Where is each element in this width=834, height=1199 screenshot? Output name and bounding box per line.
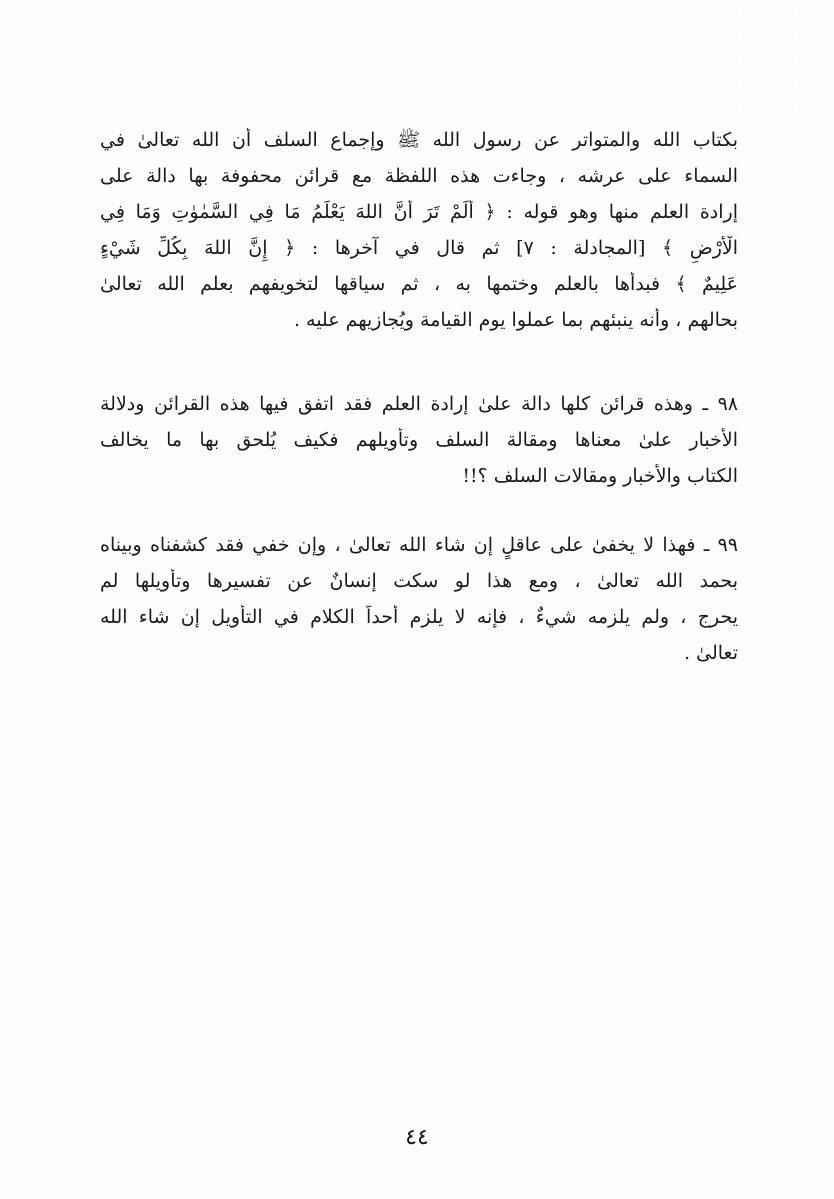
paragraph-main-line-4: الْأَرْضِ ﴾ [المجادلة : ٧] ثم قال في آخرها : ﴿ إِنَّ اللهَ بِكُلِّ شَيْءٍ	[100, 237, 738, 259]
paragraph-98-line-3: الكتاب والأخبار ومقالات السلف ؟!!	[462, 465, 738, 487]
paragraph-main	[100, 128, 738, 344]
paragraph-main-line-6: بحالهم ، وأنه ينبئهم بما عملوا يوم القيامة ويُجازيهم عليه .	[293, 309, 738, 331]
paragraph-98-line-2: الأخبار علىٰ معناها ومقالة السلف وتأويلهم فكيف يُلحق بها ما يخالف	[100, 429, 738, 451]
paragraph-99-line-1	[100, 533, 738, 569]
paragraph-main-line-2: السماء على عرشه ، وجاءت هذه اللفظة مع قرائن محفوفة بها دالة على	[100, 165, 738, 187]
paragraph-98-line-1	[100, 392, 738, 428]
paragraph-99-line-2: بحمد الله تعالىٰ ، ومع هذا لو سكت إنسانٌ عن تفسيرها وتأويلها لم	[100, 570, 738, 592]
paragraph-main-line-5: عَلِيمٌ ﴾ فبدأها بالعلم وختمها به ، ثم سياقها لتخويفهم بعلم الله تعالىٰ	[100, 273, 738, 295]
paragraph-main-line-3: إرادة العلم منها وهو قوله : ﴿ أَلَمْ تَرَ أَنَّ اللهَ يَعْلَمُ مَا فِي السَّمٰوٰتِ وَمَا فِي	[100, 201, 738, 223]
paragraph-99-number: ٩٩ ـ	[703, 534, 738, 556]
paragraph-98-line-1-text: وهذه قرائن كلها دالة علىٰ إرادة العلم فقد اتفق فيها هذه القرائن ودلالة	[100, 393, 693, 415]
scan-speckle	[684, 0, 834, 120]
paragraph-99-line-3: يحرج ، ولم يلزمه شيءٌ ، فإنه لا يلزم أحداً الكلام في التأويل إن شاء الله	[100, 606, 738, 628]
paragraph-99-line-1-text: فهذا لا يخفىٰ على عاقلٍ إن شاء الله تعالىٰ ، وإن خفي فقد كشفناه وبيناه	[100, 534, 696, 556]
paragraph-99-line-4: تعالىٰ .	[684, 642, 738, 664]
paragraph-98-number: ٩٨ ـ	[702, 393, 738, 415]
paragraph-98	[100, 392, 738, 500]
paragraph-99	[100, 533, 738, 677]
page-number: ٤٤	[405, 1125, 429, 1150]
paragraph-main-line-1: بكتاب الله والمتواتر عن رسول الله ﷺ وإجماع السلف أن الله تعالىٰ في	[100, 129, 738, 151]
